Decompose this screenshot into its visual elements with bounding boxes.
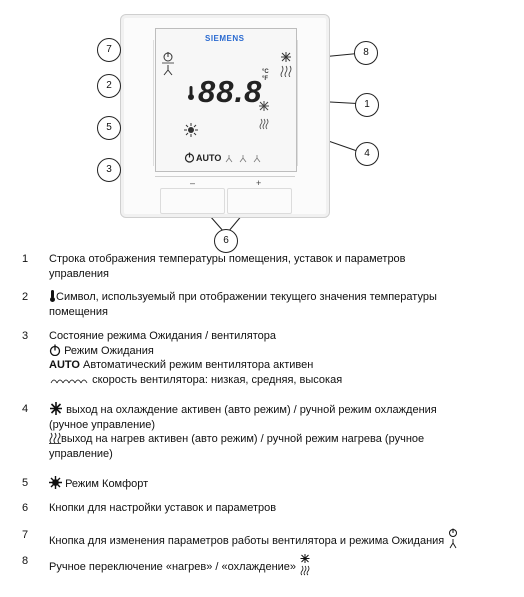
plus-button[interactable] — [227, 188, 292, 214]
cool-heat-icon — [279, 51, 293, 77]
auto-mode-label: AUTO — [196, 153, 222, 163]
minus-label: – — [190, 178, 196, 188]
cooling-icon — [49, 402, 63, 415]
auto-word: AUTO — [49, 359, 80, 371]
brand-logo: SIEMENS — [205, 34, 245, 43]
temperature-units: °C °F — [262, 69, 269, 82]
callout-8: 8 — [354, 41, 378, 65]
cool-heat-status-icon — [258, 100, 270, 130]
callout-5: 5 — [97, 116, 121, 140]
callout-1: 1 — [355, 93, 379, 117]
callout-3: 3 — [97, 158, 121, 182]
callout-2: 2 — [97, 74, 121, 98]
callout-4: 4 — [355, 142, 379, 166]
standby-icon — [49, 344, 61, 356]
minus-button[interactable] — [160, 188, 225, 214]
fan-standby-button[interactable] — [128, 40, 154, 166]
callout-7: 7 — [97, 38, 121, 62]
thermometer-icon — [187, 86, 195, 100]
comfort-sun-icon — [49, 476, 62, 489]
temperature-display: 88.8 — [198, 74, 263, 109]
thermometer-icon — [49, 290, 56, 302]
fan-speed-icons — [49, 373, 89, 385]
power-fan-icon — [447, 528, 459, 550]
fan-speed-icons — [224, 153, 268, 163]
thermostat-diagram — [0, 0, 524, 250]
power-fan-icon — [160, 51, 176, 77]
heating-icon — [49, 432, 61, 444]
standby-icon — [184, 152, 195, 163]
plus-label: + — [256, 178, 262, 188]
comfort-sun-icon — [184, 123, 198, 137]
heat-cool-switch-button[interactable] — [297, 40, 323, 166]
callout-6: 6 — [214, 229, 238, 253]
cool-heat-icon — [299, 554, 311, 576]
